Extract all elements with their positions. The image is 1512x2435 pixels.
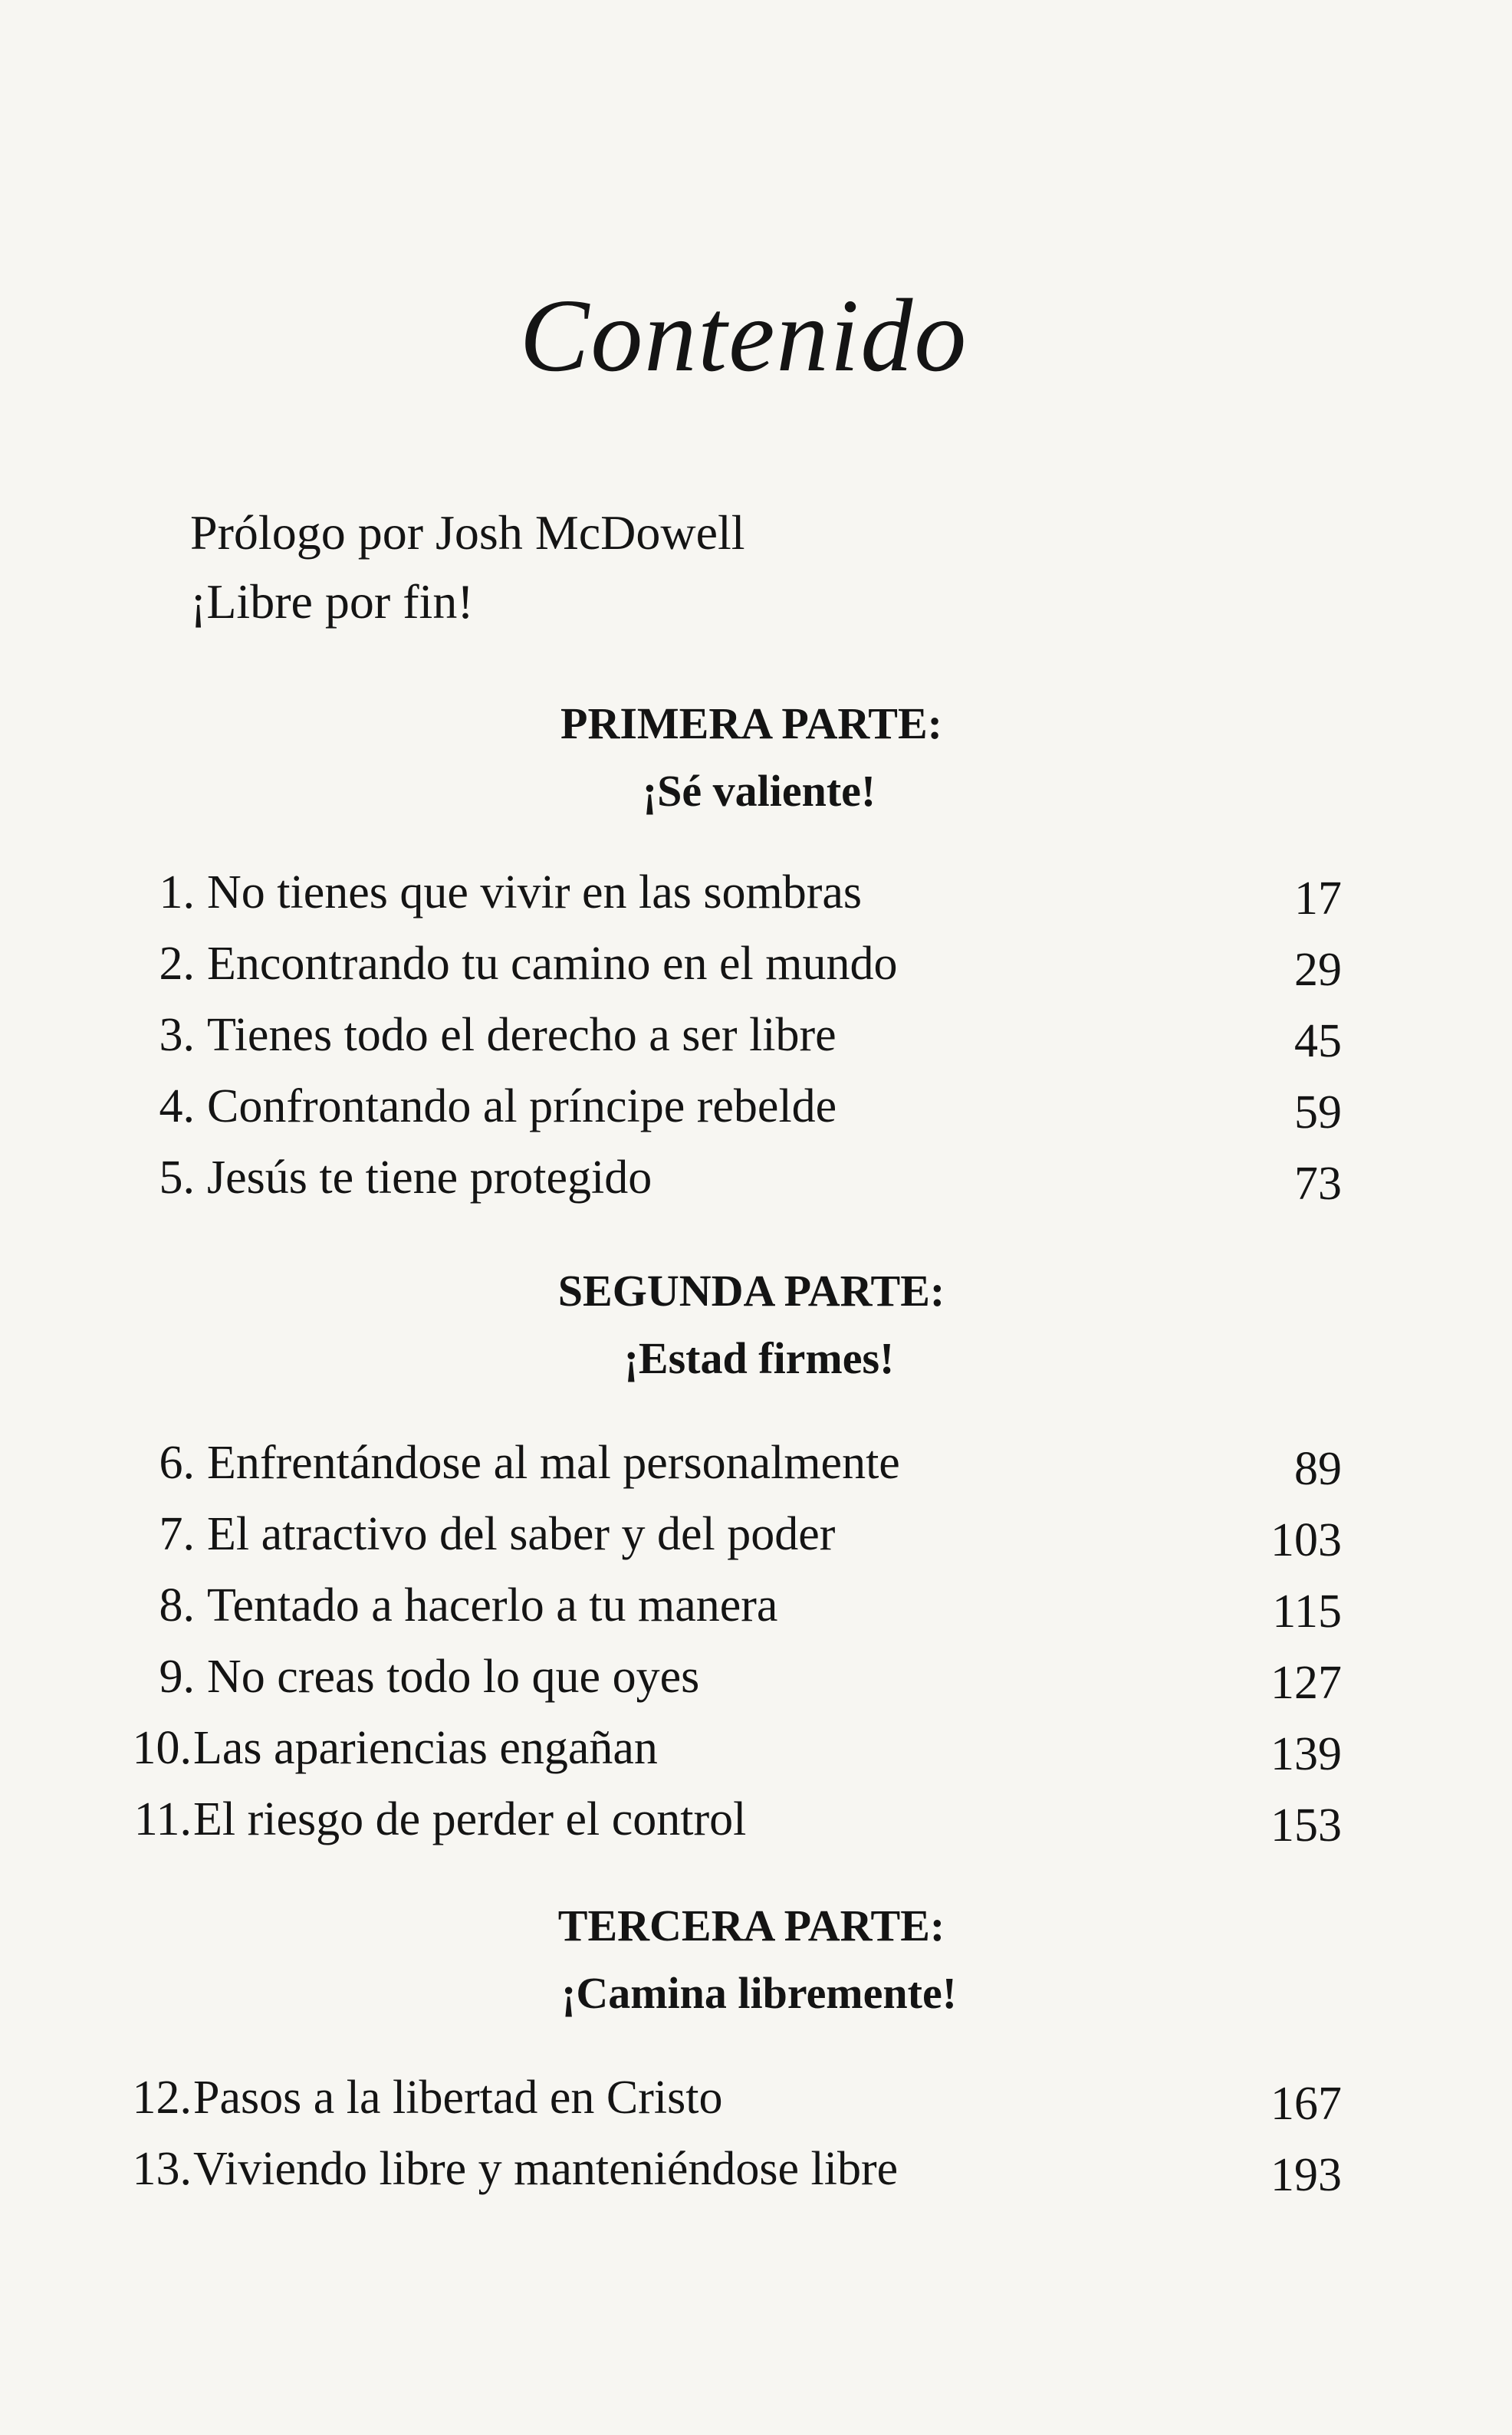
part-heading-1 [0, 690, 1487, 825]
part-heading-3 [0, 1892, 1487, 2027]
chapter-page-number: 89 [1294, 1443, 1342, 1495]
chapter-title: No tienes que vivir en las sombras [207, 866, 863, 918]
chapter-title: Tentado a hacerlo a tu manera [207, 1579, 778, 1632]
chapter-row[interactable] [0, 928, 1512, 1000]
chapter-row[interactable] [0, 2062, 1512, 2134]
chapter-row[interactable] [0, 1071, 1512, 1142]
chapter-row[interactable] [0, 1641, 1512, 1713]
part-subtitle: ¡Sé valiente! [642, 766, 876, 816]
chapter-title: Viviendo libre y manteniéndose libre [193, 2143, 899, 2195]
part-label: PRIMERA PARTE: [560, 698, 942, 748]
chapter-page-number: 103 [1270, 1514, 1342, 1566]
chapter-title: Tienes todo el derecho a ser libre [207, 1009, 837, 1061]
chapter-row[interactable] [0, 1142, 1512, 1214]
chapter-page-number: 139 [1270, 1728, 1342, 1780]
chapter-row[interactable] [0, 1713, 1512, 1784]
front-matter-intro: ¡Libre por fin! [190, 574, 474, 629]
chapter-number: 4. [159, 1080, 195, 1132]
front-matter [190, 498, 745, 636]
part-label: TERCERA PARTE: [557, 1901, 945, 1950]
chapter-number: 2. [159, 938, 195, 990]
chapter-row[interactable] [0, 1570, 1512, 1641]
chapter-page-number: 59 [1294, 1086, 1342, 1139]
chapter-page-number: 45 [1294, 1015, 1342, 1067]
chapter-title: Jesús te tiene protegido [207, 1152, 652, 1204]
chapter-number: 3. [159, 1009, 195, 1061]
part-label: SEGUNDA PARTE: [557, 1266, 945, 1316]
chapter-title: Encontrando tu camino en el mundo [207, 938, 898, 990]
chapter-page-number: 193 [1270, 2149, 1342, 2201]
chapter-number: 9. [159, 1651, 195, 1703]
chapter-number: 12. [132, 2072, 192, 2124]
part-heading-2 [0, 1257, 1487, 1392]
chapter-row[interactable] [0, 1000, 1512, 1071]
chapter-page-number: 73 [1294, 1158, 1342, 1210]
front-matter-prologue: Prólogo por Josh McDowell [190, 505, 745, 560]
chapter-title: Confrontando al príncipe rebelde [207, 1080, 837, 1132]
chapter-title: El riesgo de perder el control [193, 1793, 747, 1845]
chapter-page-number: 29 [1294, 944, 1342, 996]
chapter-title: No creas todo lo que oyes [207, 1651, 700, 1703]
chapter-page-number: 167 [1270, 2078, 1342, 2130]
page-title: Contenido [519, 278, 968, 393]
chapter-title: Las apariencias engañan [193, 1722, 658, 1774]
chapter-number: 5. [159, 1152, 195, 1204]
part-subtitle: ¡Estad firmes! [623, 1333, 895, 1383]
chapter-row[interactable] [0, 1499, 1512, 1570]
chapter-list-part-1 [0, 857, 1512, 1214]
chapter-row[interactable] [0, 2134, 1512, 2205]
chapter-page-number: 127 [1270, 1657, 1342, 1709]
chapter-number: 8. [159, 1579, 195, 1632]
chapter-list-part-2 [0, 1428, 1512, 1855]
chapter-page-number: 153 [1270, 1799, 1342, 1852]
chapter-title: El atractivo del saber y del poder [207, 1508, 836, 1560]
chapter-number: 11. [133, 1793, 192, 1845]
chapter-title: Enfrentándose al mal personalmente [207, 1437, 900, 1489]
chapter-list-part-3 [0, 2062, 1512, 2205]
chapter-page-number: 115 [1272, 1586, 1342, 1638]
chapter-number: 1. [159, 866, 195, 918]
chapter-row[interactable] [0, 857, 1512, 928]
chapter-title: Pasos a la libertad en Cristo [193, 2072, 723, 2124]
chapter-number: 10. [132, 1722, 192, 1774]
chapter-number: 7. [159, 1508, 195, 1560]
chapter-number: 6. [159, 1437, 195, 1489]
chapter-row[interactable] [0, 1428, 1512, 1499]
chapter-page-number: 17 [1294, 872, 1342, 925]
chapter-number: 13. [132, 2143, 192, 2195]
part-subtitle: ¡Camina libremente! [561, 1968, 957, 2018]
chapter-row[interactable] [0, 1784, 1512, 1855]
